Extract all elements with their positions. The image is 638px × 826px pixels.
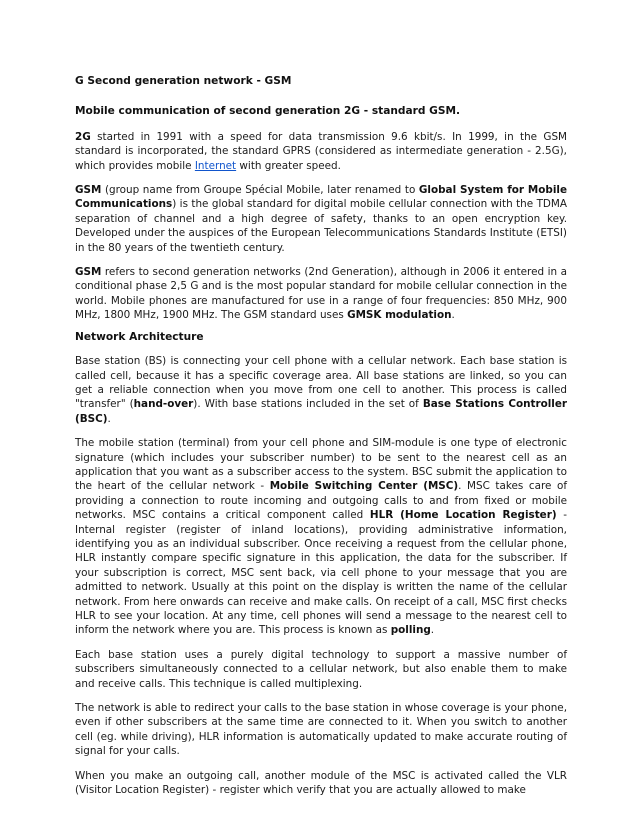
paragraph-gsm-definition: GSM (group name from Groupe Spécial Mobile, later renamed to Global System for Mobile Communications) is the global standard for digital mobile cellular connection with the TDMA separation of channel and a high degree of safety, thanks to an open encryption key. Developed under the auspices of the European Telecommunications Standards Institute (ETSI) in the 80 years of the twentieth century. [75, 184, 567, 254]
term-msc: Mobile Switching Center (MSC) [269, 480, 459, 493]
paragraph-redirect: The network is able to redirect your calls to the base station in whose coverage is your phone, even if other subscribers at the same time are connected to it. When you switch to another cell (eg. while driving), HLR information is automatically updated to make accurate routing of signal for your calls. [75, 702, 567, 758]
term-2g: 2G [75, 130, 91, 143]
section-heading-network-architecture: Network Architecture [75, 330, 204, 343]
paragraph-multiplexing: Each base station uses a purely digital technology to support a massive number of subscribers simultaneously connected to a cellular network, but also enable them to make and receive calls. This technique is called multiplexing. [75, 648, 567, 690]
term-hand-over: hand-over [133, 398, 194, 411]
paragraph-2g: 2G started in 1991 with a speed for data transmission 9.6 kbit/s. In 1999, in the GSM standard is incorporated, the standard GPRS (considered as intermediate generation - 2.5G), which provides mobile Internet with greater speed. [75, 130, 567, 172]
document-title: G Second generation network - GSM [75, 75, 292, 87]
term-gsm: GSM [75, 184, 102, 197]
paragraph-vlr: When you make an outgoing call, another module of the MSC is activated called the VLR (Visitor Location Register) - register which verify that you are actually allowed to make [75, 769, 567, 797]
document-subtitle: Mobile communication of second generation 2G - standard GSM. [75, 105, 461, 118]
term-polling: polling [390, 624, 431, 637]
term-bsc: Base Stations Controller (BSC) [75, 398, 568, 425]
document-page [75, 68, 567, 797]
term-hlr: HLR (Home Location Register) [369, 509, 557, 522]
term-global-system: Global System for Mobile Communications [75, 184, 567, 211]
paragraph-base-station: Base station (BS) is connecting your cell phone with a cellular network. Each base station is called cell, because it has a specific coverage area. All base stations are linked, so you can get a reliable connection when you move from one cell to another. This process is called "transfer" (hand-over). With base stations included in the set of Base Stations Controller (BSC). [75, 355, 568, 425]
paragraph-mobile-station: The mobile station (terminal) from your cell phone and SIM-module is one type of electronic signature (which includes your subscriber number) to be sent to the nearest cell as an application that you want as a subscriber access to the system. BSC submit the application to the heart of the cellular network - Mobile Switching Center (MSC). MSC takes care of providing a connection to route incoming and outgoing calls to and from fixed or mobile networks. MSC contains a critical component called HLR (Home Location Register) - Internal register (register of inland locations), providing administrative information, identifying you as an individual subscriber. Once receiving a request from the cellular phone, HLR instantly compare specific signature in this application, the data for the subscriber. If your subscription is correct, MSC sent back, via cell phone to your message that you are admitted to network. Usually at this point on the display is written the name of the cellular network. From here onwards can receive and make calls. On receipt of a call, MSC first checks HLR to see your location. At any time, cell phones will send a message to the nearest cell to inform the network where you are. This process is known as polling. [75, 437, 567, 637]
term-gsm: GSM [75, 266, 102, 279]
internet-link[interactable]: Internet [194, 159, 237, 172]
paragraph-gsm-frequencies: GSM refers to second generation networks (2nd Generation), although in 2006 it entered in a conditional phase 2,5 G and is the most popular standard for mobile cellular connection in the world. Mobile phones are manufactured for use in a range of four frequencies: 850 MHz, 900 MHz, 1800 MHz, 1900 MHz. The GSM standard uses GMSK modulation. [75, 266, 567, 322]
term-gmsk: GMSK modulation [347, 309, 452, 322]
